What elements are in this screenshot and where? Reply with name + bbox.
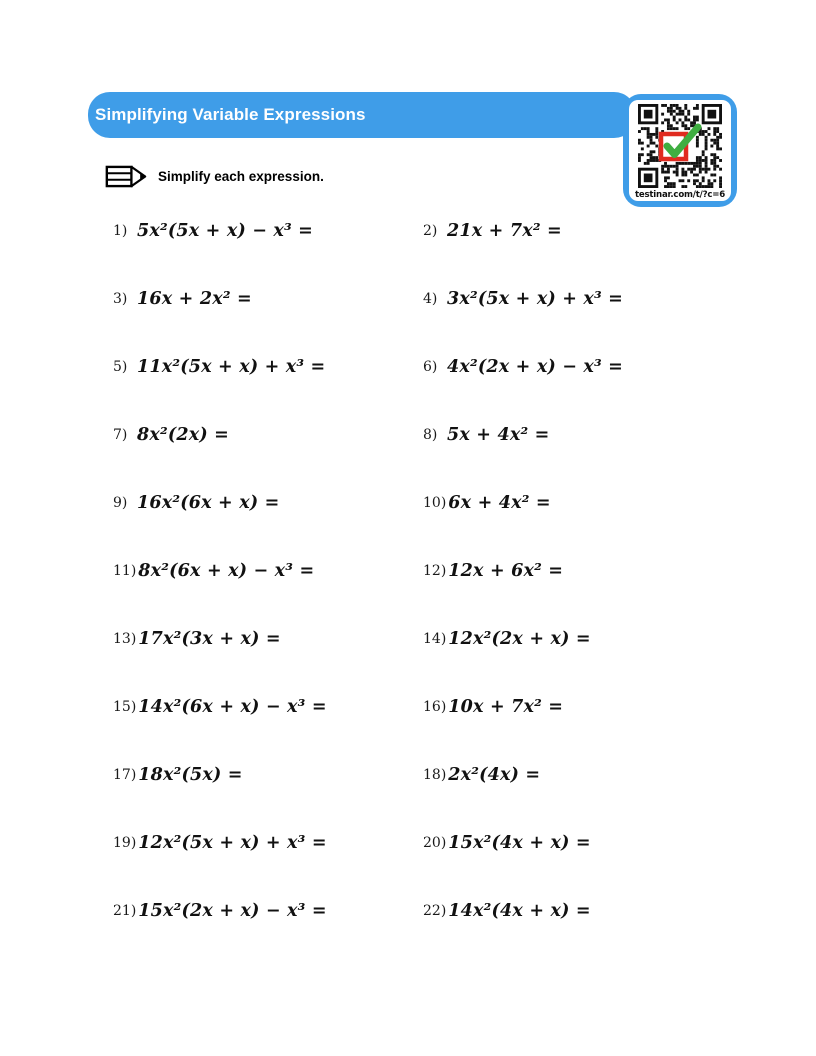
problem-item — [113, 491, 423, 559]
problem-expression: 17x²(3x + x) = — [138, 629, 281, 649]
pencil-icon — [105, 164, 147, 189]
problem-item — [423, 831, 786, 899]
problem-item — [113, 763, 423, 831]
problem-item — [113, 355, 423, 423]
problem-expression: 16x²(6x + x) = — [137, 493, 280, 513]
problem-expression: 14x²(4x + x) = — [448, 901, 591, 921]
problem-number: 15) — [113, 699, 137, 715]
problem-item — [113, 219, 423, 287]
problem-item — [423, 559, 786, 627]
problem-item — [113, 287, 423, 355]
problem-item — [423, 423, 786, 491]
problem-expression: 8x²(2x) = — [137, 425, 230, 445]
problem-number: 7) — [113, 427, 128, 443]
problem-expression: 10x + 7x² = — [448, 697, 564, 717]
problem-expression: 15x²(4x + x) = — [448, 833, 591, 853]
problem-item — [423, 899, 786, 967]
problem-number: 5) — [113, 359, 128, 375]
qr-inner-panel — [629, 100, 731, 201]
problem-number: 13) — [113, 631, 137, 647]
problem-item — [423, 355, 786, 423]
problem-number: 22) — [423, 903, 447, 919]
problem-number: 6) — [423, 359, 438, 375]
problem-expression: 3x²(5x + x) + x³ = — [447, 289, 624, 309]
check-icon — [657, 123, 703, 165]
problem-number: 17) — [113, 767, 137, 783]
problem-item — [423, 627, 786, 695]
problem-number: 16) — [423, 699, 447, 715]
instruction-text: Simplify each expression. — [158, 169, 324, 184]
problem-number: 4) — [423, 291, 438, 307]
problem-item — [423, 287, 786, 355]
problem-item — [423, 695, 786, 763]
problems-grid — [113, 219, 786, 967]
problem-expression: 12x²(5x + x) + x³ = — [138, 833, 327, 853]
qr-caption: testinar.com/t/?c=6 — [634, 190, 726, 200]
page-title: Simplifying Variable Expressions — [95, 105, 366, 124]
problem-number: 20) — [423, 835, 447, 851]
problem-number: 12) — [423, 563, 447, 579]
problem-item — [113, 831, 423, 899]
problem-expression: 5x²(5x + x) − x³ = — [137, 221, 314, 241]
problem-item — [423, 763, 786, 831]
problem-item — [113, 899, 423, 967]
problem-expression: 4x²(2x + x) − x³ = — [447, 357, 624, 377]
instruction-row — [105, 164, 324, 189]
problem-number: 9) — [113, 495, 128, 511]
problem-expression: 6x + 4x² = — [448, 493, 551, 513]
problem-number: 2) — [423, 223, 438, 239]
title-bar — [88, 92, 636, 138]
problem-expression: 2x²(4x) = — [448, 765, 541, 785]
problem-number: 10) — [423, 495, 447, 511]
problem-number: 19) — [113, 835, 137, 851]
problem-number: 1) — [113, 223, 128, 239]
problem-item — [113, 559, 423, 627]
problem-expression: 18x²(5x) = — [138, 765, 243, 785]
problem-expression: 12x²(2x + x) = — [448, 629, 591, 649]
problem-number: 8) — [423, 427, 438, 443]
problem-expression: 8x²(6x + x) − x³ = — [138, 561, 315, 581]
problem-number: 3) — [113, 291, 128, 307]
problem-item — [423, 491, 786, 559]
check-badge — [657, 123, 703, 165]
problem-item — [423, 219, 786, 287]
problem-expression: 5x + 4x² = — [447, 425, 550, 445]
problem-item — [113, 695, 423, 763]
problem-number: 21) — [113, 903, 137, 919]
problem-expression: 21x + 7x² = — [447, 221, 562, 241]
problem-item — [113, 627, 423, 695]
problem-expression: 14x²(6x + x) − x³ = — [138, 697, 327, 717]
problem-item — [113, 423, 423, 491]
problem-number: 14) — [423, 631, 447, 647]
problem-number: 11) — [113, 563, 137, 579]
problem-expression: 15x²(2x + x) − x³ = — [138, 901, 327, 921]
problem-expression: 11x²(5x + x) + x³ = — [137, 357, 326, 377]
problem-expression: 12x + 6x² = — [448, 561, 564, 581]
problem-number: 18) — [423, 767, 447, 783]
problem-expression: 16x + 2x² = — [137, 289, 252, 309]
qr-code-card — [623, 94, 737, 207]
